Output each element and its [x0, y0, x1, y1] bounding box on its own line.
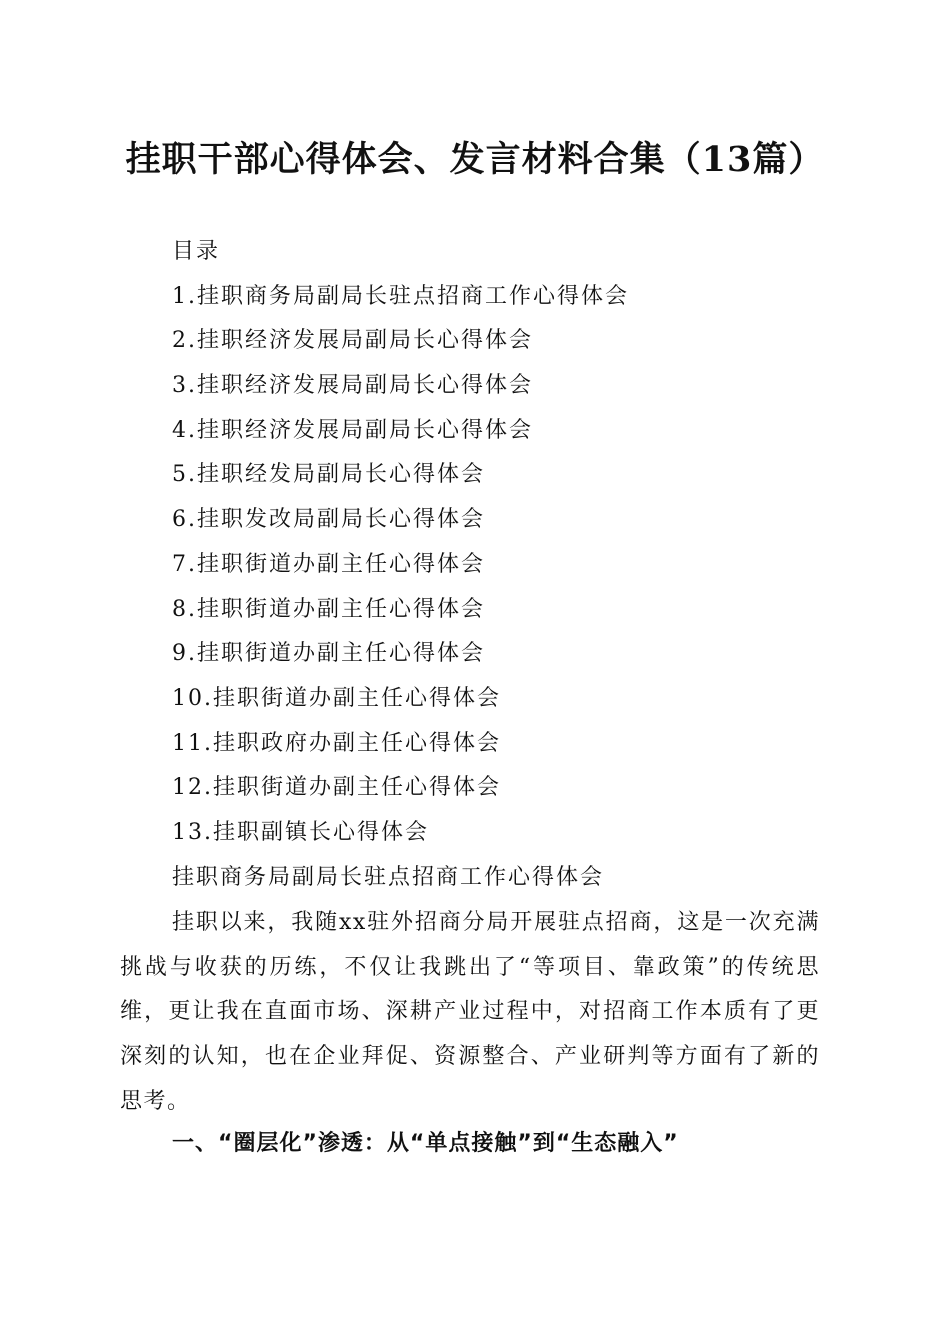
- toc-item: 7.挂职街道办副主任心得体会: [172, 551, 485, 577]
- toc-heading: 目录: [172, 239, 221, 264]
- toc-item: 4.挂职经济发展局副局长心得体会: [172, 417, 533, 443]
- toc-item: 3.挂职经济发展局副局长心得体会: [172, 373, 533, 399]
- table-of-contents: [172, 230, 872, 856]
- toc-item: 11.挂职政府办副主任心得体会: [172, 730, 501, 756]
- toc-item: 9.挂职街道办副主任心得体会: [172, 641, 485, 667]
- document-title: 挂职干部心得体会、发言材料合集（13篇）: [125, 139, 825, 180]
- toc-item: 8.挂职街道办副主任心得体会: [172, 596, 485, 622]
- toc-item: 2.挂职经济发展局副局长心得体会: [172, 328, 533, 354]
- sub-heading: 一、“圈层化”渗透：从“单点接触”到“生态融入”: [172, 1131, 679, 1156]
- toc-item: 5.挂职经发局副局长心得体会: [172, 462, 485, 488]
- toc-item: 12.挂职街道办副主任心得体会: [172, 775, 501, 801]
- body-paragraph: 挂职以来，我随xx驻外招商分局开展驻点招商，这是一次充满挑战与收获的历练，不仅让我跳出了“等项目、靠政策”的传统思维，更让我在直面市场、深耕产业过程中，对招商工作本质有了更深刻的认知，也在企业拜促、资源整合、产业研判等方面有了新的思考。: [120, 910, 820, 1114]
- toc-item: 13.挂职副镇长心得体会: [172, 819, 429, 845]
- toc-item: 6.挂职发改局副局长心得体会: [172, 507, 485, 533]
- toc-item: 10.挂职街道办副主任心得体会: [172, 685, 501, 711]
- toc-item: 1.挂职商务局副局长驻点招商工作心得体会: [172, 283, 629, 309]
- section-title: 挂职商务局副局长驻点招商工作心得体会: [172, 865, 605, 890]
